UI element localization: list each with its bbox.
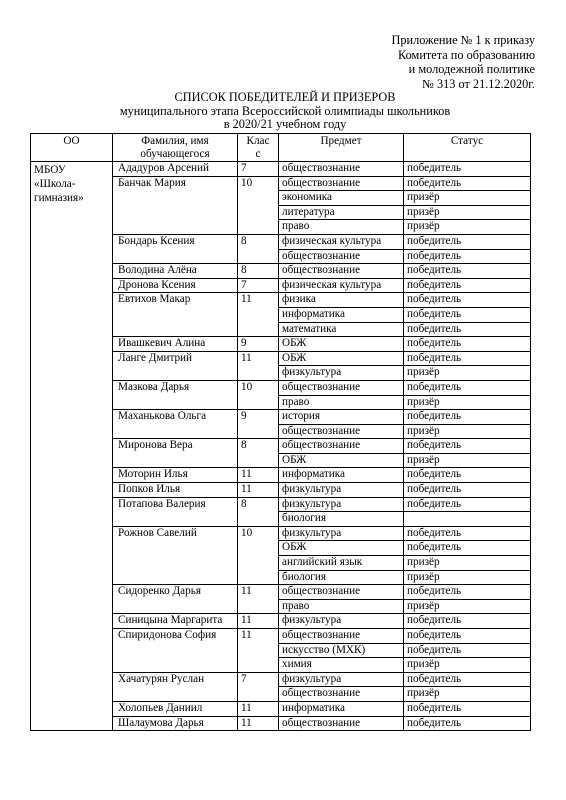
subject-cell: обществознание — [279, 716, 404, 731]
title-subtitle: муниципального этапа Всероссийской олимпиады школьников — [119, 103, 451, 118]
student-name: Бондарь Ксения — [113, 234, 238, 263]
organization-cell — [31, 162, 113, 731]
status-cell: призёр — [404, 424, 531, 439]
status-cell: победитель — [404, 629, 531, 644]
status-cell: победитель — [404, 351, 531, 366]
status-cell: победитель — [404, 585, 531, 600]
student-class: 11 — [238, 585, 279, 614]
student-name: Сидоренко Дарья — [113, 585, 238, 614]
status-cell: победитель — [404, 497, 531, 512]
subject-cell: физкультура — [279, 497, 404, 512]
subject-cell: информатика — [279, 307, 404, 322]
student-class: 8 — [238, 439, 279, 468]
status-cell: призёр — [404, 205, 531, 220]
header-class — [238, 134, 279, 162]
student-name: Ланге Дмитрий — [113, 351, 238, 380]
student-class: 11 — [238, 351, 279, 380]
student-class: 11 — [238, 483, 279, 498]
subject-cell: ОБЖ — [279, 337, 404, 352]
status-cell: победитель — [404, 483, 531, 498]
header-name — [113, 134, 238, 162]
student-name: Попков Илья — [113, 483, 238, 498]
subject-cell: обществознание — [279, 380, 404, 395]
title-year: в 2020/21 учебном году — [223, 117, 347, 131]
subject-cell: обществознание — [279, 162, 404, 177]
status-cell: призёр — [404, 687, 531, 702]
student-name: Спиридонова София — [113, 629, 238, 673]
student-class: 11 — [238, 716, 279, 731]
subject-cell: физкультура — [279, 366, 404, 381]
organization-line: «Школа- — [34, 178, 76, 190]
header-name-line: обучающегося — [140, 147, 210, 160]
student-name: Ададуров Арсений — [113, 162, 238, 177]
subject-cell: физкультура — [279, 614, 404, 629]
status-cell: победитель — [404, 176, 531, 191]
subject-cell: обществознание — [279, 629, 404, 644]
status-cell: победитель — [404, 614, 531, 629]
subject-cell: обществознание — [279, 687, 404, 702]
status-cell: победитель — [404, 307, 531, 322]
student-class: 7 — [238, 672, 279, 701]
status-cell: победитель — [404, 526, 531, 541]
header-subject: Предмет — [279, 134, 404, 162]
status-cell: победитель — [404, 380, 531, 395]
document-title — [60, 91, 510, 132]
status-cell: победитель — [404, 234, 531, 249]
student-name: Маханькова Ольга — [113, 410, 238, 439]
status-cell: победитель — [404, 162, 531, 177]
status-cell: победитель — [404, 337, 531, 352]
subject-cell: экономика — [279, 191, 404, 206]
student-class: 7 — [238, 278, 279, 293]
student-name: Холопьев Даниил — [113, 701, 238, 716]
status-cell: призёр — [404, 570, 531, 585]
student-class: 7 — [238, 162, 279, 177]
table-body — [31, 162, 531, 731]
student-class: 10 — [238, 526, 279, 584]
subject-cell: история — [279, 410, 404, 425]
header-class-line: Клас — [246, 135, 270, 147]
title-main: СПИСОК ПОБЕДИТЕЛЕЙ И ПРИЗЕРОВ — [174, 90, 396, 104]
organization-line: гимназия» — [34, 192, 84, 204]
subject-cell: информатика — [279, 701, 404, 716]
subject-cell: обществознание — [279, 176, 404, 191]
status-cell: победитель — [404, 439, 531, 454]
student-class: 8 — [238, 264, 279, 279]
status-cell: победитель — [404, 278, 531, 293]
subject-cell: физкультура — [279, 483, 404, 498]
status-cell: победитель — [404, 672, 531, 687]
status-cell: призёр — [404, 191, 531, 206]
status-cell: победитель — [404, 716, 531, 731]
status-cell: призёр — [404, 658, 531, 673]
status-cell — [404, 512, 531, 527]
subject-cell: право — [279, 599, 404, 614]
appendix-line: Комитета по образованию — [398, 47, 535, 62]
status-cell: победитель — [404, 249, 531, 264]
status-cell: победитель — [404, 701, 531, 716]
header-class-line: с — [255, 147, 261, 160]
status-cell: призёр — [404, 366, 531, 381]
status-cell: победитель — [404, 322, 531, 337]
student-class: 8 — [238, 234, 279, 263]
subject-cell: информатика — [279, 468, 404, 483]
status-cell: победитель — [404, 264, 531, 279]
student-class: 11 — [238, 614, 279, 629]
subject-cell: физика — [279, 293, 404, 308]
student-name: Рожнов Савелий — [113, 526, 238, 584]
subject-cell: обществознание — [279, 249, 404, 264]
student-class: 11 — [238, 468, 279, 483]
subject-cell: право — [279, 220, 404, 235]
student-name: Дронова Ксения — [113, 278, 238, 293]
student-name: Миронова Вера — [113, 439, 238, 468]
subject-cell: химия — [279, 658, 404, 673]
subject-cell: искусство (МХК) — [279, 643, 404, 658]
status-cell: победитель — [404, 410, 531, 425]
student-name: Синицына Маргарита — [113, 614, 238, 629]
status-cell: призёр — [404, 599, 531, 614]
status-cell: победитель — [404, 293, 531, 308]
appendix-line: и молодежной политике — [408, 62, 535, 76]
organization-line: МБОУ — [34, 164, 66, 176]
student-name: Банчак Мария — [113, 176, 238, 234]
appendix-block — [300, 33, 535, 91]
subject-cell: литература — [279, 205, 404, 220]
subject-cell: математика — [279, 322, 404, 337]
subject-cell: обществознание — [279, 439, 404, 454]
subject-cell: физкультура — [279, 526, 404, 541]
student-class: 10 — [238, 380, 279, 409]
status-cell: победитель — [404, 643, 531, 658]
student-class: 9 — [238, 337, 279, 352]
student-class: 11 — [238, 629, 279, 673]
status-cell: победитель — [404, 541, 531, 556]
header-oo: ОО — [31, 134, 113, 162]
header-status: Статус — [404, 134, 531, 162]
subject-cell: обществознание — [279, 585, 404, 600]
subject-cell: право — [279, 395, 404, 410]
student-name: Моторин Илья — [113, 468, 238, 483]
student-class: 11 — [238, 701, 279, 716]
status-cell: призёр — [404, 395, 531, 410]
subject-cell: биология — [279, 570, 404, 585]
student-class: 9 — [238, 410, 279, 439]
subject-cell: обществознание — [279, 424, 404, 439]
subject-cell: физическая культура — [279, 278, 404, 293]
winners-table — [30, 133, 531, 731]
subject-cell: физическая культура — [279, 234, 404, 249]
subject-cell: ОБЖ — [279, 453, 404, 468]
status-cell: победитель — [404, 468, 531, 483]
header-name-line: Фамилия, имя — [141, 135, 209, 147]
student-name: Хачатурян Руслан — [113, 672, 238, 701]
student-name: Шалаумова Дарья — [113, 716, 238, 731]
student-name: Евтихов Макар — [113, 293, 238, 337]
subject-cell: биология — [279, 512, 404, 527]
subject-cell: физкультура — [279, 672, 404, 687]
student-name: Ивашкевич Алина — [113, 337, 238, 352]
student-class: 10 — [238, 176, 279, 234]
student-name: Володина Алёна — [113, 264, 238, 279]
student-name: Потапова Валерия — [113, 497, 238, 526]
table-header — [31, 134, 531, 162]
appendix-line: Приложение № 1 к приказу — [391, 33, 535, 47]
subject-cell: ОБЖ — [279, 351, 404, 366]
status-cell: призёр — [404, 453, 531, 468]
status-cell: призёр — [404, 556, 531, 571]
appendix-line: № 313 от 21.12.2020г. — [422, 76, 535, 91]
student-class: 8 — [238, 497, 279, 526]
student-name: Мазкова Дарья — [113, 380, 238, 409]
student-class: 11 — [238, 293, 279, 337]
subject-cell: ОБЖ — [279, 541, 404, 556]
subject-cell: обществознание — [279, 264, 404, 279]
status-cell: призёр — [404, 220, 531, 235]
table-row — [31, 162, 531, 177]
subject-cell: английский язык — [279, 556, 404, 571]
